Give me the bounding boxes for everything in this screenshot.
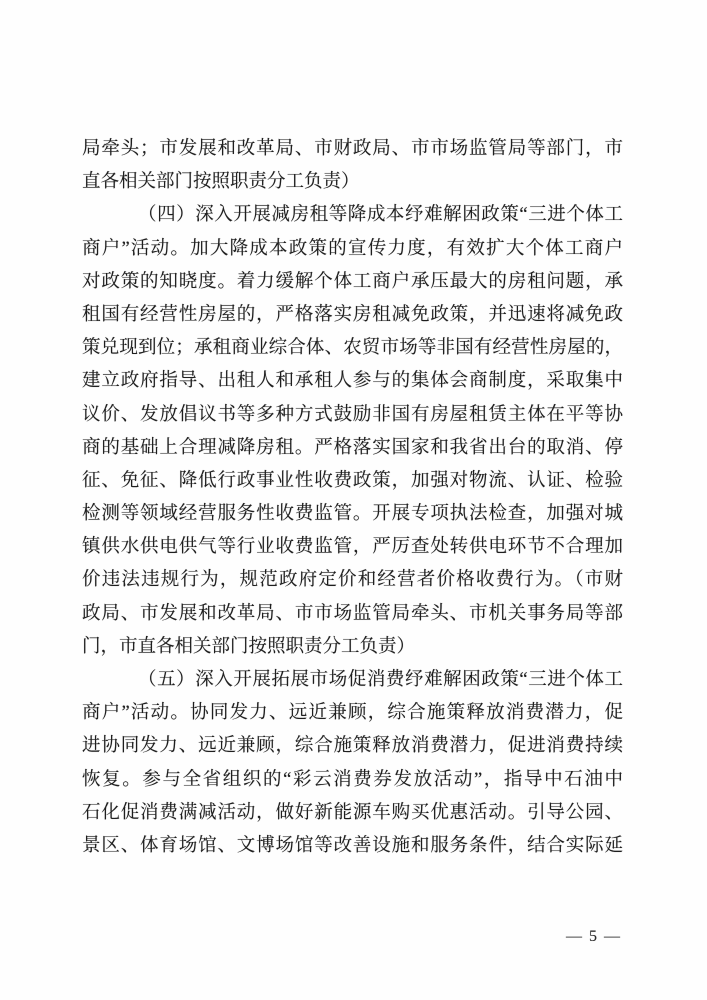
text-line: （五）深入开展拓展市场促消费纾难解困政策“三进个体工 [138, 670, 623, 690]
text-line: 政局、市发展和改革局、市市场监管局牵头、市机关事务局等部 [82, 603, 623, 624]
text-line: 局牵头；市发展和改革局、市财政局、市市场监管局等部门，市 [82, 139, 623, 159]
text-line: 议价、发放倡议书等多种方式鼓励非国有房屋租赁主体在平等协 [82, 404, 623, 425]
text-line: （四）深入开展减房租等降成本纾难解困政策“三进个体工 [138, 205, 623, 226]
text-line: 进协同发力、远近兼顾，综合施策释放消费潜力，促进消费持续 [82, 736, 623, 757]
text-line: 直各相关部门按照职责分工负责） [82, 172, 360, 193]
document-text-block [82, 133, 623, 863]
page-number: 5 [589, 928, 597, 945]
text-line: 对政策的知晓度。着力缓解个体工商户承压最大的房租问题，承 [82, 271, 623, 292]
text-line: 景区、体育场馆、文博场馆等改善设施和服务条件，结合实际延 [82, 835, 623, 856]
text-line: 检测等领域经营服务性收费监管。开展专项执法检查，加强对城 [82, 504, 623, 525]
text-line: 恢复。参与全省组织的“彩云消费券发放活动”，指导中石油中 [82, 769, 623, 790]
text-line: 门，市直各相关部门按照职责分工负责） [82, 636, 416, 657]
text-line: 镇供水供电供气等行业收费监管，严厉查处转供电环节不合理加 [82, 537, 623, 558]
text-line: 商户”活动。协同发力、远近兼顾，综合施策释放消费潜力，促 [82, 703, 623, 724]
text-line: 商户”活动。加大降成本政策的宣传力度，有效扩大个体工商户 [82, 238, 623, 259]
text-line: 石化促消费满减活动，做好新能源车购买优惠活动。引导公园、 [82, 802, 623, 823]
footer-dash-left: — [566, 928, 582, 945]
page-footer [566, 928, 620, 946]
text-line: 价违法违规行为，规范政府定价和经营者价格收费行为。（市财 [82, 570, 623, 591]
text-line: 商的基础上合理减降房租。严格落实国家和我省出台的取消、停 [82, 437, 623, 458]
text-line: 征、免征、降低行政事业性收费政策，加强对物流、认证、检验 [82, 470, 623, 491]
text-line: 策兑现到位；承租商业综合体、农贸市场等非国有经营性房屋的， [82, 338, 623, 359]
text-line: 租国有经营性房屋的，严格落实房租减免政策，并迅速将减免政 [82, 304, 623, 325]
text-line: 建立政府指导、出租人和承租人参与的集体会商制度，采取集中 [82, 371, 623, 392]
footer-dash-right: — [604, 928, 620, 945]
